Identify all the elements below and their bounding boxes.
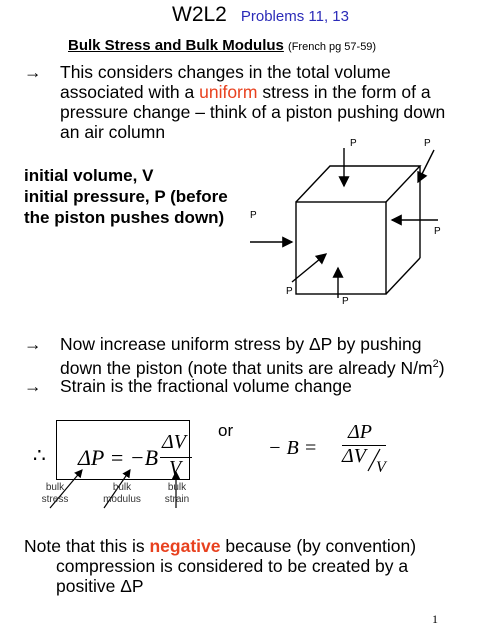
alt-den-numerator: ΔV [342, 445, 366, 467]
bullet-text-part: Now increase uniform stress by ΔP by pushing down the piston (note that units are already N/m [60, 334, 433, 378]
heading-text: Bulk Stress and Bulk Modulus [68, 37, 284, 54]
bullet-arrow-icon: → [24, 376, 42, 396]
p-label-bottom: P [342, 296, 349, 307]
p-label-top-right: P [424, 138, 431, 149]
label-line: bulk [45, 482, 65, 493]
page-number: 1 [432, 612, 438, 626]
p-label-front: P [286, 286, 293, 297]
heading-reference: (French pg 57-59) [288, 41, 377, 53]
problems-link[interactable]: Problems 11, 13 [240, 8, 349, 25]
label-line: stress [41, 494, 69, 505]
section-heading [68, 37, 376, 54]
bullet-text: Strain is the fractional volume change [60, 376, 352, 396]
p-label-right: P [434, 226, 441, 237]
pressure-arrows [250, 148, 438, 298]
title-text: W2L2 [172, 3, 227, 26]
p-label-top: P [350, 138, 357, 149]
slide-title [172, 3, 349, 27]
sign-convention-note [24, 536, 464, 596]
p-label-left: P [250, 210, 257, 221]
note-text: Note that this is [24, 536, 150, 556]
label-line: strain [164, 494, 190, 505]
arrow-front [292, 254, 326, 282]
or-text: or [218, 421, 234, 440]
alt-numerator: ΔP [348, 421, 372, 443]
note-text: because (by convention) [220, 536, 417, 556]
bullet-text-part: ) [438, 357, 445, 378]
cube-outline [296, 166, 420, 294]
formula-lhs: ΔP = −B [78, 445, 159, 470]
note-text: positive ΔP [56, 576, 144, 596]
bullet-text-part: This considers changes in the total volume associated with a [60, 62, 391, 102]
formula-denominator: V [169, 457, 182, 479]
alt-den-denominator: V [376, 459, 386, 476]
initial-pressure: initial pressure, P (before [24, 187, 228, 206]
units-superscript: 2 [432, 358, 439, 370]
bullet-text [60, 334, 462, 378]
bullet-text-part: stress in the form of a pressure change – think of a piston pushing down an air column [60, 82, 446, 142]
therefore-symbol: ∴ [33, 445, 46, 467]
label-line: bulk [112, 482, 132, 493]
label-bulk-stress [40, 482, 70, 506]
initial-pressure-cont: the piston pushes down) [24, 208, 225, 227]
note-text: compression is considered to be created by a [56, 556, 409, 576]
label-bulk-strain [160, 482, 194, 506]
formula-numerator: ΔV [162, 431, 186, 453]
label-line: bulk [167, 482, 187, 493]
pressure-cube-diagram [240, 130, 460, 310]
negative-highlight: negative [149, 536, 221, 556]
alt-lhs: − B = [268, 437, 318, 459]
initial-conditions [24, 165, 254, 228]
label-bulk-modulus [100, 482, 144, 506]
label-line: modulus [103, 494, 141, 505]
bullet-arrow-icon: → [24, 62, 42, 82]
bullet-arrow-icon: → [24, 334, 42, 354]
initial-volume: initial volume, V [24, 166, 154, 185]
uniform-highlight: uniform [199, 82, 258, 102]
